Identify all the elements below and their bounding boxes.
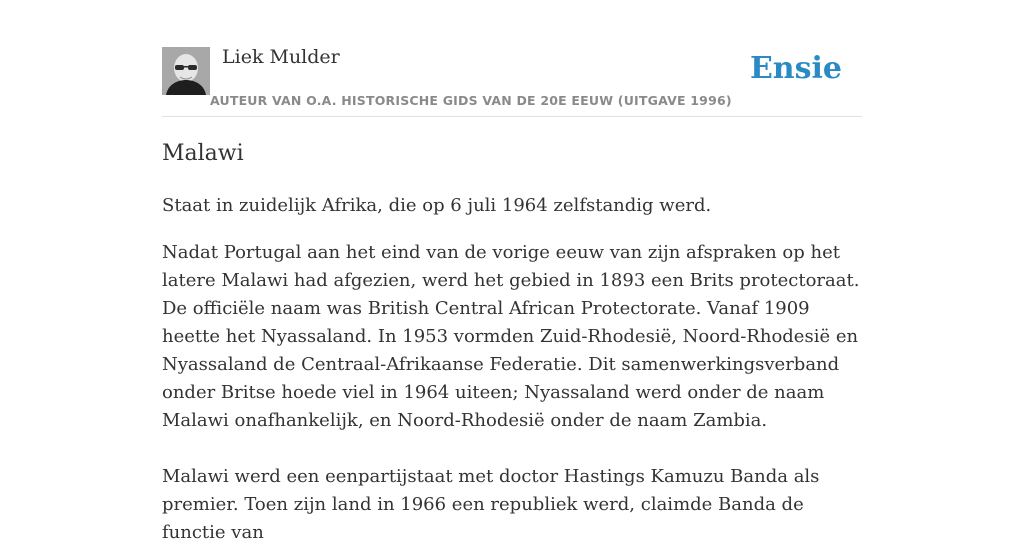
article-intro: Staat in zuidelijk Afrika, die op 6 juli 1964 zelfstandig werd. xyxy=(162,195,712,216)
article-paragraph: Malawi werd een eenpartijstaat met doctor Hastings Kamuzu Banda als premier. Toen zijn land in 1966 een republiek werd, claimde Banda de functie van xyxy=(162,466,820,543)
author-bio: AUTEUR VAN O.A. HISTORISCHE GIDS VAN DE 20E EEUW (UITGAVE 1996) xyxy=(210,93,732,108)
article-title: Malawi xyxy=(162,141,244,166)
author-photo-icon xyxy=(162,47,210,95)
author-avatar[interactable] xyxy=(162,47,210,95)
article-header xyxy=(162,44,862,117)
article-content xyxy=(162,140,862,547)
article-paragraph: Nadat Portugal aan het eind van de vorige eeuw van zijn afspraken op het latere Malawi had afgezien, werd het gebied in 1893 een Brits protectoraat. De officiële naam was British Central African Protectorate. Vanaf 1909 heette het Nyassaland. In 1953 vormden Zuid-Rhodesië, Noord-Rhodesië en Nyassaland de Centraal-Afrikaanse Federatie. Dit samenwerkingsverband onder Britse hoede viel in 1964 uiteen; Nyassaland werd onder de naam Malawi onafhankelijk, en Noord-Rhodesië onder de naam Zambia. xyxy=(162,242,860,431)
author-name[interactable]: Liek Mulder xyxy=(222,46,340,68)
ensie-logo[interactable]: Ensie xyxy=(749,51,842,86)
